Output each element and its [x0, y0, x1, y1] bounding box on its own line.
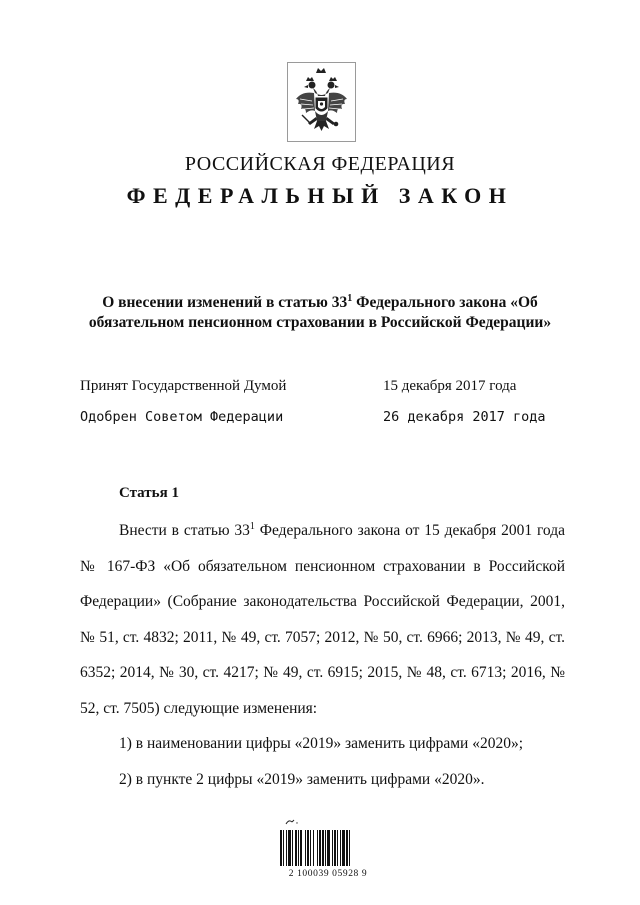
law-title: [80, 293, 560, 333]
adoption-date-duma: 15 декабря 2017 года: [383, 378, 517, 394]
article-heading: Статья 1: [119, 485, 179, 501]
article-paragraph: [80, 513, 565, 726]
law-title-line1-prefix: О внесении изменений в статью 33: [102, 294, 348, 311]
article-paragraph-superscript: 1: [249, 520, 255, 532]
barcode-icon: [272, 818, 372, 870]
article-item-1: 1) в наименовании цифры «2019» заменить цифрами «2020»;: [119, 735, 524, 752]
article-paragraph-prefix: Внести в статью 33: [119, 522, 250, 539]
law-title-line1-suffix: Федерального закона «Об: [352, 294, 538, 311]
article-item-2: 2) в пункте 2 цифры «2019» заменить цифрами «2020».: [119, 770, 485, 788]
adoption-date-council: 26 декабря 2017 года: [383, 409, 546, 425]
article-paragraph-suffix: Федерального закона от 15 декабря 2001 года № 167-ФЗ «Об обязательном пенсионном страховании в Российской Федерации» (Собрание законодательства Российской Федерации, 2001, № 51, ст. 4832; 2011, № 49, ст. 7057; 2012, № 50, ст. 6966; 2013, № 49, ст. 6352; 2014, № 30, ст. 4217; № 49, ст. 6915; 2015, № 48, ст. 6713; 2016, № 52, ст. 7505) следующие изменения:: [80, 522, 565, 717]
coat-of-arms-icon: [287, 62, 356, 142]
barcode-number: 2 100039 05928 9: [288, 869, 368, 879]
svg-text:*: *: [296, 822, 298, 828]
article-body: [80, 513, 565, 797]
law-title-line2: обязательном пенсионном страховании в Российской Федерации»: [88, 314, 552, 331]
adoption-label-council: Одобрен Советом Федерации: [80, 409, 284, 425]
country-name: РОССИЙСКАЯ ФЕДЕРАЦИЯ: [184, 153, 456, 175]
law-type-heading: ФЕДЕРАЛЬНЫЙ ЗАКОН: [126, 183, 514, 208]
law-title-superscript: 1: [347, 292, 353, 304]
adoption-label-duma: Принят Государственной Думой: [80, 378, 287, 394]
